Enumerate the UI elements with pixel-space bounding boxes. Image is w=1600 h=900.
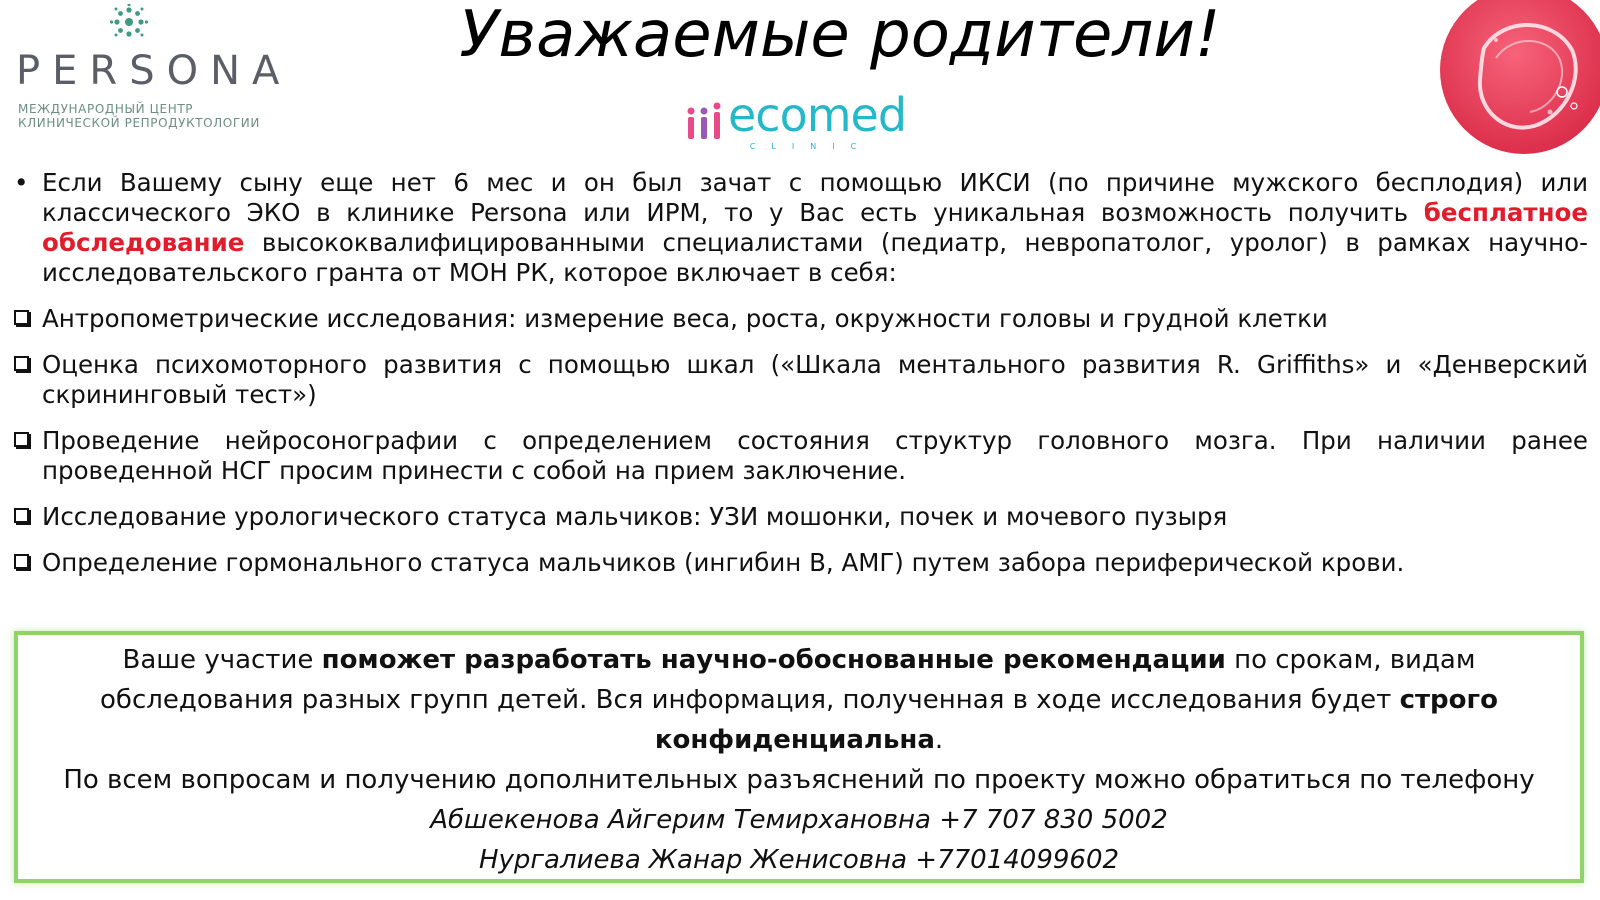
persona-tagline-line2: КЛИНИЧЕСКОЙ РЕПРОДУКТОЛОГИИ [18, 116, 260, 130]
persona-wordmark: PERSONA [16, 48, 292, 94]
bullet-icon: • [14, 168, 29, 197]
checkbox-icon [14, 554, 29, 569]
checklist-item-text: Антропометрические исследования: измерение веса, роста, окружности головы и грудной клетки [42, 304, 1328, 333]
notice-bold-text: поможет разработать научно-обоснованные рекомендации [321, 645, 1226, 675]
contact-person-2: Нургалиева Жанар Женисовна +77014099602 [478, 845, 1120, 875]
notice-line-3 [18, 720, 1580, 760]
notice-line-1 [18, 640, 1580, 680]
page-title: Уважаемые родители! [459, 0, 1221, 72]
intro-text-end: высококвалифицированными специалистами (педиатр, невропатолог, уролог) в рамках научно-исследовательского гранта от МОН РК, которое включает в себя: [42, 228, 1588, 287]
checkbox-icon [14, 310, 29, 325]
checklist-item [14, 350, 1588, 410]
notice-text: Ваше участие [122, 645, 322, 675]
checklist-item-text: Проведение нейросонографии с определением состояния структур головного мозга. При наличии ранее проведенной НСГ просим принести с собой на прием заключение. [42, 426, 1588, 485]
checklist-item [14, 548, 1588, 578]
checklist-item-text: Оценка психомоторного развития с помощью шкал («Шкала ментального развития R. Griffiths» и «Денверский скрининговый тест») [42, 350, 1588, 409]
persona-logo [14, 4, 304, 134]
contact-person-1: Абшекенова Айгерим Темирхановна +7 707 830 5002 [430, 805, 1168, 835]
notice-bold-text: конфиденциальна [654, 725, 935, 755]
checklist-item [14, 502, 1588, 532]
checklist-item-text: Определение гормонального статуса мальчиков (ингибин В, АМГ) путем забора периферической крови. [42, 548, 1405, 577]
notice-bold-text: строго [1399, 685, 1498, 715]
ecomed-subtitle: CLINIC [749, 142, 873, 151]
persona-tagline [18, 102, 260, 130]
main-content [14, 168, 1588, 594]
exam-checklist [14, 304, 1588, 578]
ecomed-figures-icon [686, 102, 728, 142]
ecomed-wordmark: ecomed [728, 88, 907, 142]
checklist-item-text: Исследование урологического статуса мальчиков: УЗИ мошонки, почек и мочевого пузыря [42, 502, 1228, 531]
notice-text: обследования разных групп детей. Вся информация, полученная в ходе исследования будет [100, 685, 1400, 715]
emblem-logo-icon [1434, 0, 1600, 163]
ecomed-logo [686, 88, 916, 160]
checkbox-icon [14, 432, 29, 447]
notice-box [14, 631, 1584, 883]
persona-tagline-line1: МЕЖДУНАРОДНЫЙ ЦЕНТР [18, 102, 194, 116]
notice-line-2 [18, 680, 1580, 720]
intro-text-start: Если Вашему сыну еще нет 6 мес и он был зачат с помощью ИКСИ (по причине мужского бесплодия) или классического ЭКО в клинике Persona или ИРМ, то у Вас есть уникальная возможность получить [42, 168, 1588, 227]
checkbox-icon [14, 508, 29, 523]
checkbox-icon [14, 356, 29, 371]
free-exam-highlight: бесплатное обследование [42, 198, 1588, 257]
checklist-item [14, 426, 1588, 486]
checklist-item [14, 304, 1588, 334]
notice-line-4: По всем вопросам и получению дополнительных разъяснений по проекту можно обратиться по телефону [63, 765, 1535, 795]
intro-paragraph [14, 168, 1588, 288]
notice-text: по срокам, видам [1225, 645, 1476, 675]
notice-text: . [934, 725, 944, 755]
